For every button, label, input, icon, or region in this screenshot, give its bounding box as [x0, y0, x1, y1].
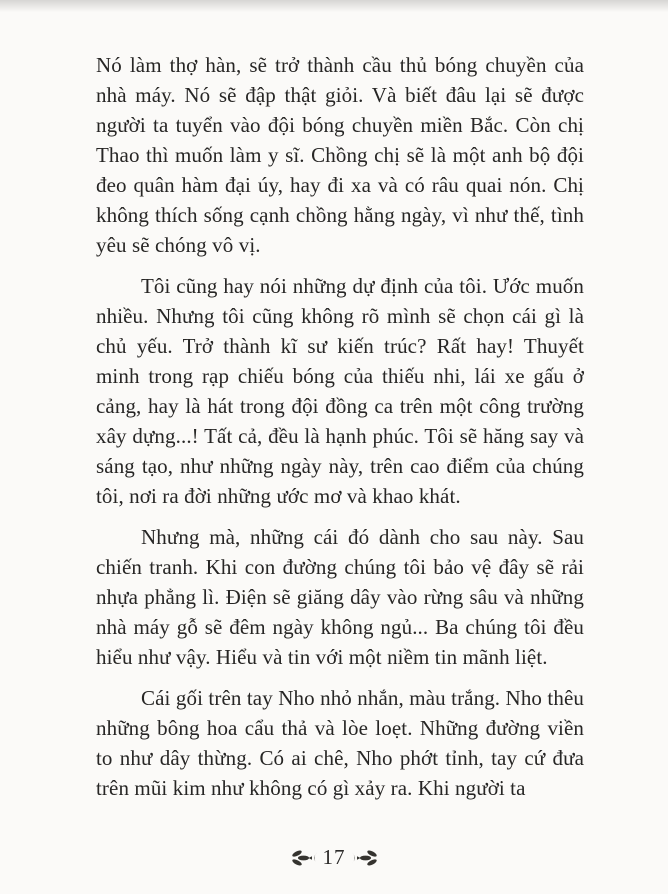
- page-footer: [0, 845, 668, 870]
- paragraph: Nhưng mà, những cái đó dành cho sau này. Sau chiến tranh. Khi con đường chúng tôi bảo vệ đây sẽ rải nhựa phẳng lì. Điện sẽ giăng dây vào rừng sâu và những nhà máy gỗ sẽ đêm ngày không ngủ... Ba chúng tôi đều hiểu như vậy. Hiểu và tin với một niềm tin mãnh liệt.: [96, 525, 584, 669]
- paragraph: Nó làm thợ hàn, sẽ trở thành cầu thủ bóng chuyền của nhà máy. Nó sẽ đập thật giỏi. Và biết đâu lại sẽ được người ta tuyển vào đội bóng chuyền miền Bắc. Còn chị Thao thì muốn làm y sĩ. Chồng chị sẽ là một anh bộ đội đeo quân hàm đại úy, hay đi xa và có râu quai nón. Chị không thích sống cạnh chồng hằng ngày, vì như thế, tình yêu sẽ chóng vô vị.: [96, 53, 584, 257]
- scan-shadow-top-edge: [0, 0, 668, 12]
- book-page-text: [96, 50, 584, 814]
- leaf-sprig-icon: [351, 849, 378, 867]
- leaf-sprig-icon: [291, 849, 318, 867]
- page-number: 17: [322, 845, 346, 869]
- paragraph: Cái gối trên tay Nho nhỏ nhắn, màu trắng. Nho thêu những bông hoa cẩu thả và lòe loẹt. Những đường viền to như dây thừng. Có ai chê, Nho phớt tỉnh, tay cứ đưa trên mũi kim như không có gì xảy ra. Khi người ta: [96, 686, 584, 800]
- paragraph: Tôi cũng hay nói những dự định của tôi. Ước muốn nhiều. Nhưng tôi cũng không rõ mình sẽ chọn cái gì là chủ yếu. Trở thành kĩ sư kiến trúc? Rất hay! Thuyết minh trong rạp chiếu bóng của thiếu nhi, lái xe gấu ở cảng, hay là hát trong đội đồng ca trên một công trường xây dựng...! Tất cả, đều là hạnh phúc. Tôi sẽ hăng say và sáng tạo, như những ngày này, trên cao điểm của chúng tôi, nơi ra đời những ước mơ và khao khát.: [96, 274, 584, 508]
